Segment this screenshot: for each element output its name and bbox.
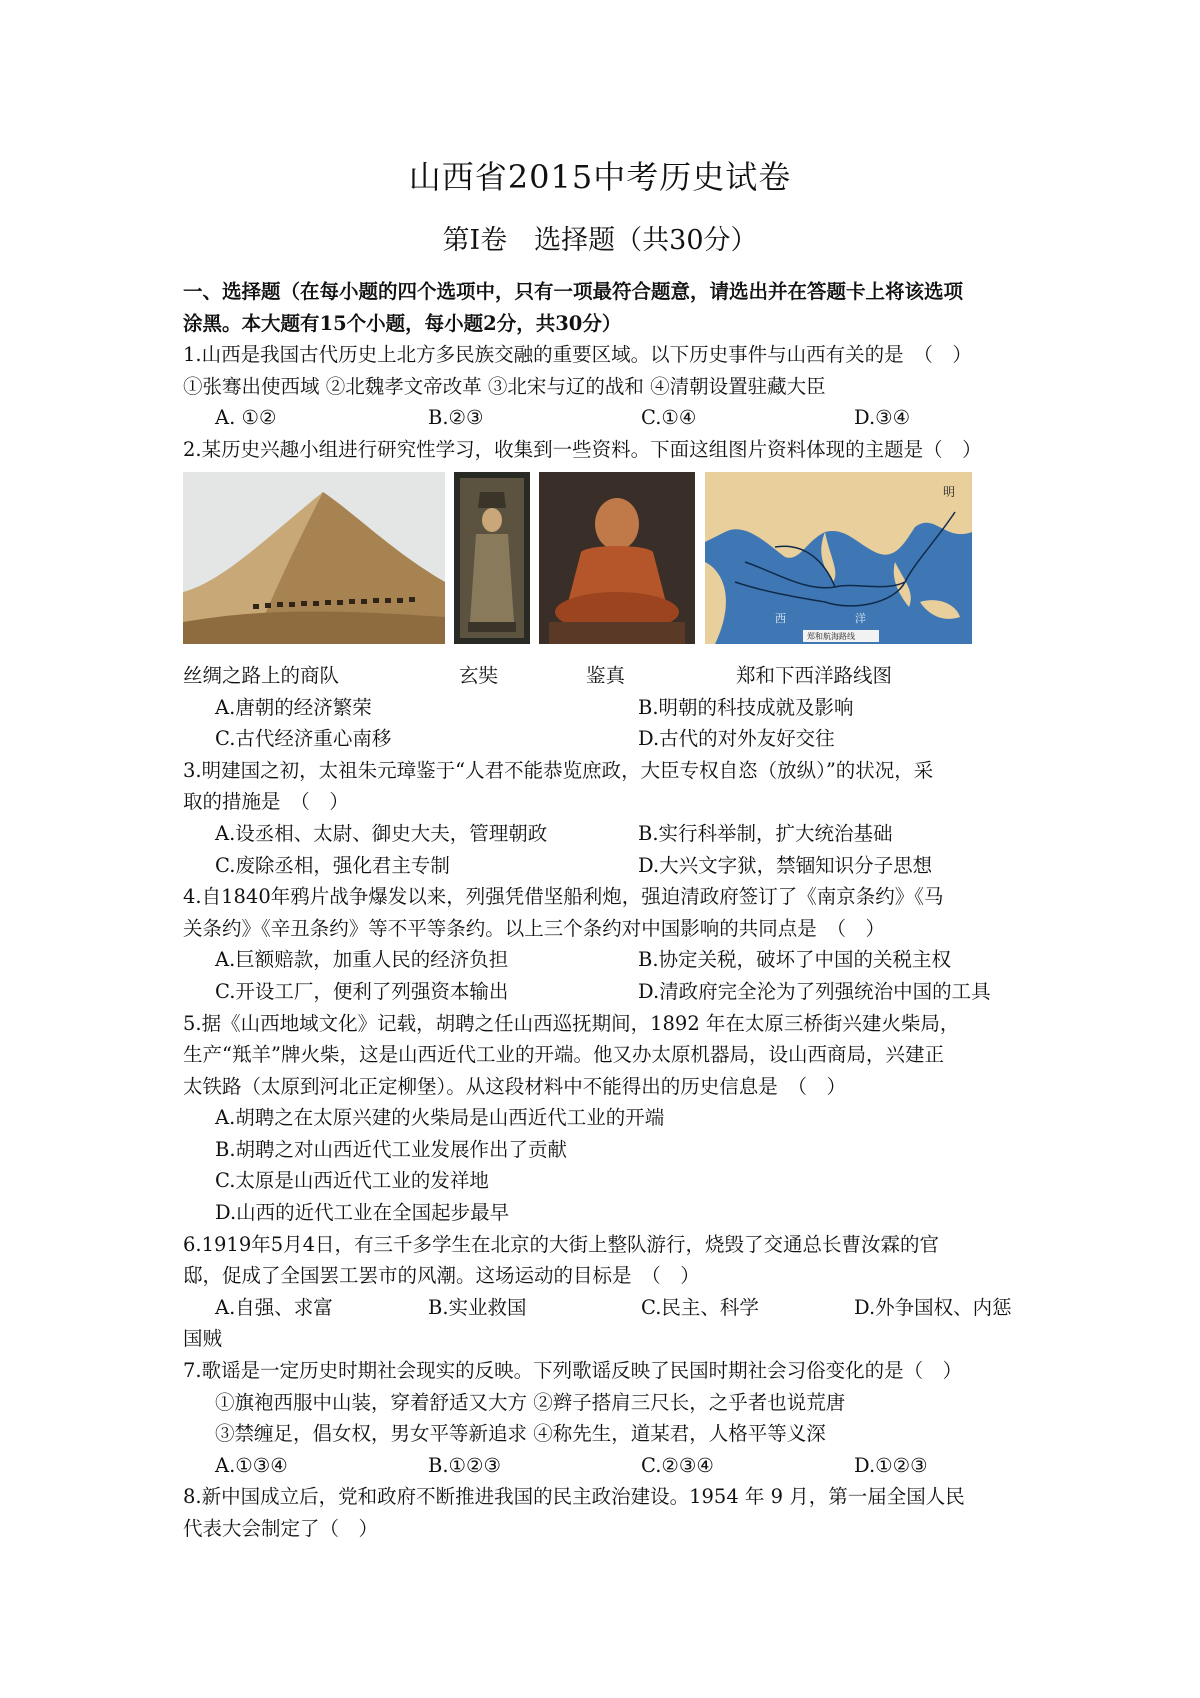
- q2-option-b: B.明朝的科技成就及影响: [638, 695, 854, 719]
- q6-stem-line2: 邸，促成了全国罢工罢市的风潮。这场运动的目标是 （ ）: [183, 1264, 700, 1288]
- q7-items-line2: ③禁缠足，倡女权，男女平等新追求 ④称先生，道某君，人格平等义深: [215, 1422, 826, 1446]
- q5-option-a: A.胡聘之在太原兴建的火柴局是山西近代工业的开端: [215, 1106, 665, 1130]
- q5-option-c: C.太原是山西近代工业的发祥地: [215, 1169, 489, 1193]
- q7-option-d: D.①②③: [854, 1453, 928, 1477]
- q3-option-c: C.废除丞相，强化君主专制: [215, 853, 450, 877]
- q5-option-d: D.山西的近代工业在全国起步最早: [215, 1201, 510, 1225]
- q6-option-d-wrap: 国贼: [183, 1327, 223, 1351]
- q2-options: [183, 692, 1030, 755]
- q7-items-line1: ①旗袍西服中山装，穿着舒适又大方 ②辫子搭肩三尺长，之乎者也说荒唐: [215, 1390, 846, 1414]
- zhenghe-route-map: [705, 472, 972, 644]
- map-legend: 郑和航海路线: [807, 631, 855, 641]
- q6-stem-line1: 6.1919年5月4日，有三千多学生在北京的大街上整队游行，烧毁了交通总长曹汝霖的官: [183, 1232, 940, 1256]
- q4-option-b: B.协定关税，破坏了中国的关税主权: [638, 948, 952, 972]
- q1-option-a: A. ①②: [215, 406, 277, 430]
- xuanzang-painting: [454, 472, 530, 644]
- q2-option-c: C.古代经济重心南移: [215, 727, 392, 751]
- map-label-yang: 洋: [855, 611, 866, 625]
- q4-option-d: D.清政府完全沦为了列强统治中国的工具: [638, 979, 991, 1003]
- q7-option-a: A.①③④: [215, 1453, 288, 1477]
- caption-jianzhen: 鉴真: [586, 663, 626, 687]
- q3-stem-line1: 3.明建国之初，太祖朱元璋鉴于“人君不能恭览庶政，大臣专权自恣（放纵）”的状况，采: [183, 758, 934, 782]
- q5-option-b: B.胡聘之对山西近代工业发展作出了贡献: [215, 1137, 568, 1161]
- q4-stem-line2: 关条约》《辛丑条约》等不平等条约。以上三个条约对中国影响的共同点是 （ ）: [183, 916, 886, 940]
- map-label-xi: 西: [775, 611, 786, 625]
- q3-stem-line2: 取的措施是 （ ）: [183, 790, 349, 814]
- q1-items: ①张骞出使西域 ②北魏孝文帝改革 ③北宋与辽的战和 ④清朝设置驻藏大臣: [183, 374, 826, 398]
- q4-options: [183, 944, 1030, 1007]
- q2-option-a: A.唐朝的经济繁荣: [215, 695, 372, 719]
- q6-option-c: C.民主、科学: [641, 1295, 759, 1319]
- q6-option-d: D.外争国权、内惩: [854, 1295, 1012, 1319]
- q6-options: [183, 1292, 1030, 1324]
- q1-option-c: C.①④: [641, 406, 697, 430]
- q4-stem-line1: 4.自1840年鸦片战争爆发以来，列强凭借坚船利炮，强迫清政府签订了《南京条约》《马: [183, 885, 944, 909]
- q1-options: [183, 402, 1030, 434]
- q5-stem-line2: 生产“羝羊”牌火柴，这是山西近代工业的开端。他又办太原机器局，设山西商局，兴建正: [183, 1043, 944, 1067]
- q8-stem-line1: 8.新中国成立后，党和政府不断推进我国的民主政治建设。1954 年 9 月，第一届全国人民: [183, 1485, 965, 1509]
- map-label-ming: 明: [943, 484, 956, 499]
- q2-stem: 2.某历史兴趣小组进行研究性学习，收集到一些资料。下面这组图片资料体现的主题是（ ）: [183, 437, 982, 461]
- jianzhen-statue: [539, 472, 695, 644]
- q2-captions: [183, 660, 1030, 692]
- q1-option-b: B.②③: [428, 406, 484, 430]
- q3-options: [183, 818, 1030, 881]
- q4-option-c: C.开设工厂，便利了列强资本输出: [215, 979, 509, 1003]
- caption-caravan: 丝绸之路上的商队: [183, 663, 340, 687]
- q3-option-a: A.设丞相、太尉、御史大夫，管理朝政: [215, 821, 548, 845]
- q7-options: [183, 1450, 1030, 1482]
- q5-stem-line1: 5.据《山西地域文化》记载，胡聘之任山西巡抚期间，1892 年在太原三桥街兴建火柴局，: [183, 1011, 960, 1035]
- page-title: 山西省2015中考历史试卷: [408, 158, 792, 196]
- q7-option-b: B.①②③: [428, 1453, 501, 1477]
- q4-option-a: A.巨额赔款，加重人民的经济负担: [215, 948, 509, 972]
- section-instruction-line1: 一、选择题（在每小题的四个选项中，只有一项最符合题意，请选出并在答题卡上将该选项: [183, 280, 964, 303]
- q8-stem-line2: 代表大会制定了（ ）: [183, 1517, 379, 1540]
- q7-stem: 7.歌谣是一定历史时期社会现实的反映。下列歌谣反映了民国时期社会习俗变化的是（ ）: [183, 1359, 963, 1383]
- q6-option-a: A.自强、求富: [215, 1295, 333, 1319]
- caption-zhenghe: 郑和下西洋路线图: [736, 663, 893, 687]
- q1-option-d: D.③④: [854, 406, 911, 430]
- q7-option-c: C.②③④: [641, 1453, 714, 1477]
- q3-option-d: D.大兴文字狱，禁锢知识分子思想: [638, 853, 933, 877]
- q3-option-b: B.实行科举制，扩大统治基础: [638, 821, 893, 845]
- q2-option-d: D.古代的对外友好交往: [638, 727, 835, 751]
- section-instruction-line2: 涂黑。本大题有15个小题，每小题2分，共30分）: [183, 311, 622, 335]
- caption-xuanzang: 玄奘: [459, 663, 499, 687]
- exam-content: [183, 276, 1030, 1545]
- q2-image-strip: [183, 472, 1030, 656]
- page-subtitle: 第Ⅰ卷 选择题（共30分）: [442, 225, 758, 256]
- q6-option-b: B.实业救国: [428, 1295, 527, 1319]
- q1-stem: 1.山西是我国古代历史上北方多民族交融的重要区域。以下历史事件与山西有关的是 （ ）: [183, 343, 972, 367]
- caravan-photo: [183, 472, 445, 644]
- q5-stem-line3: 太铁路（太原到河北正定柳堡）。从这段材料中不能得出的历史信息是 （ ）: [183, 1074, 847, 1098]
